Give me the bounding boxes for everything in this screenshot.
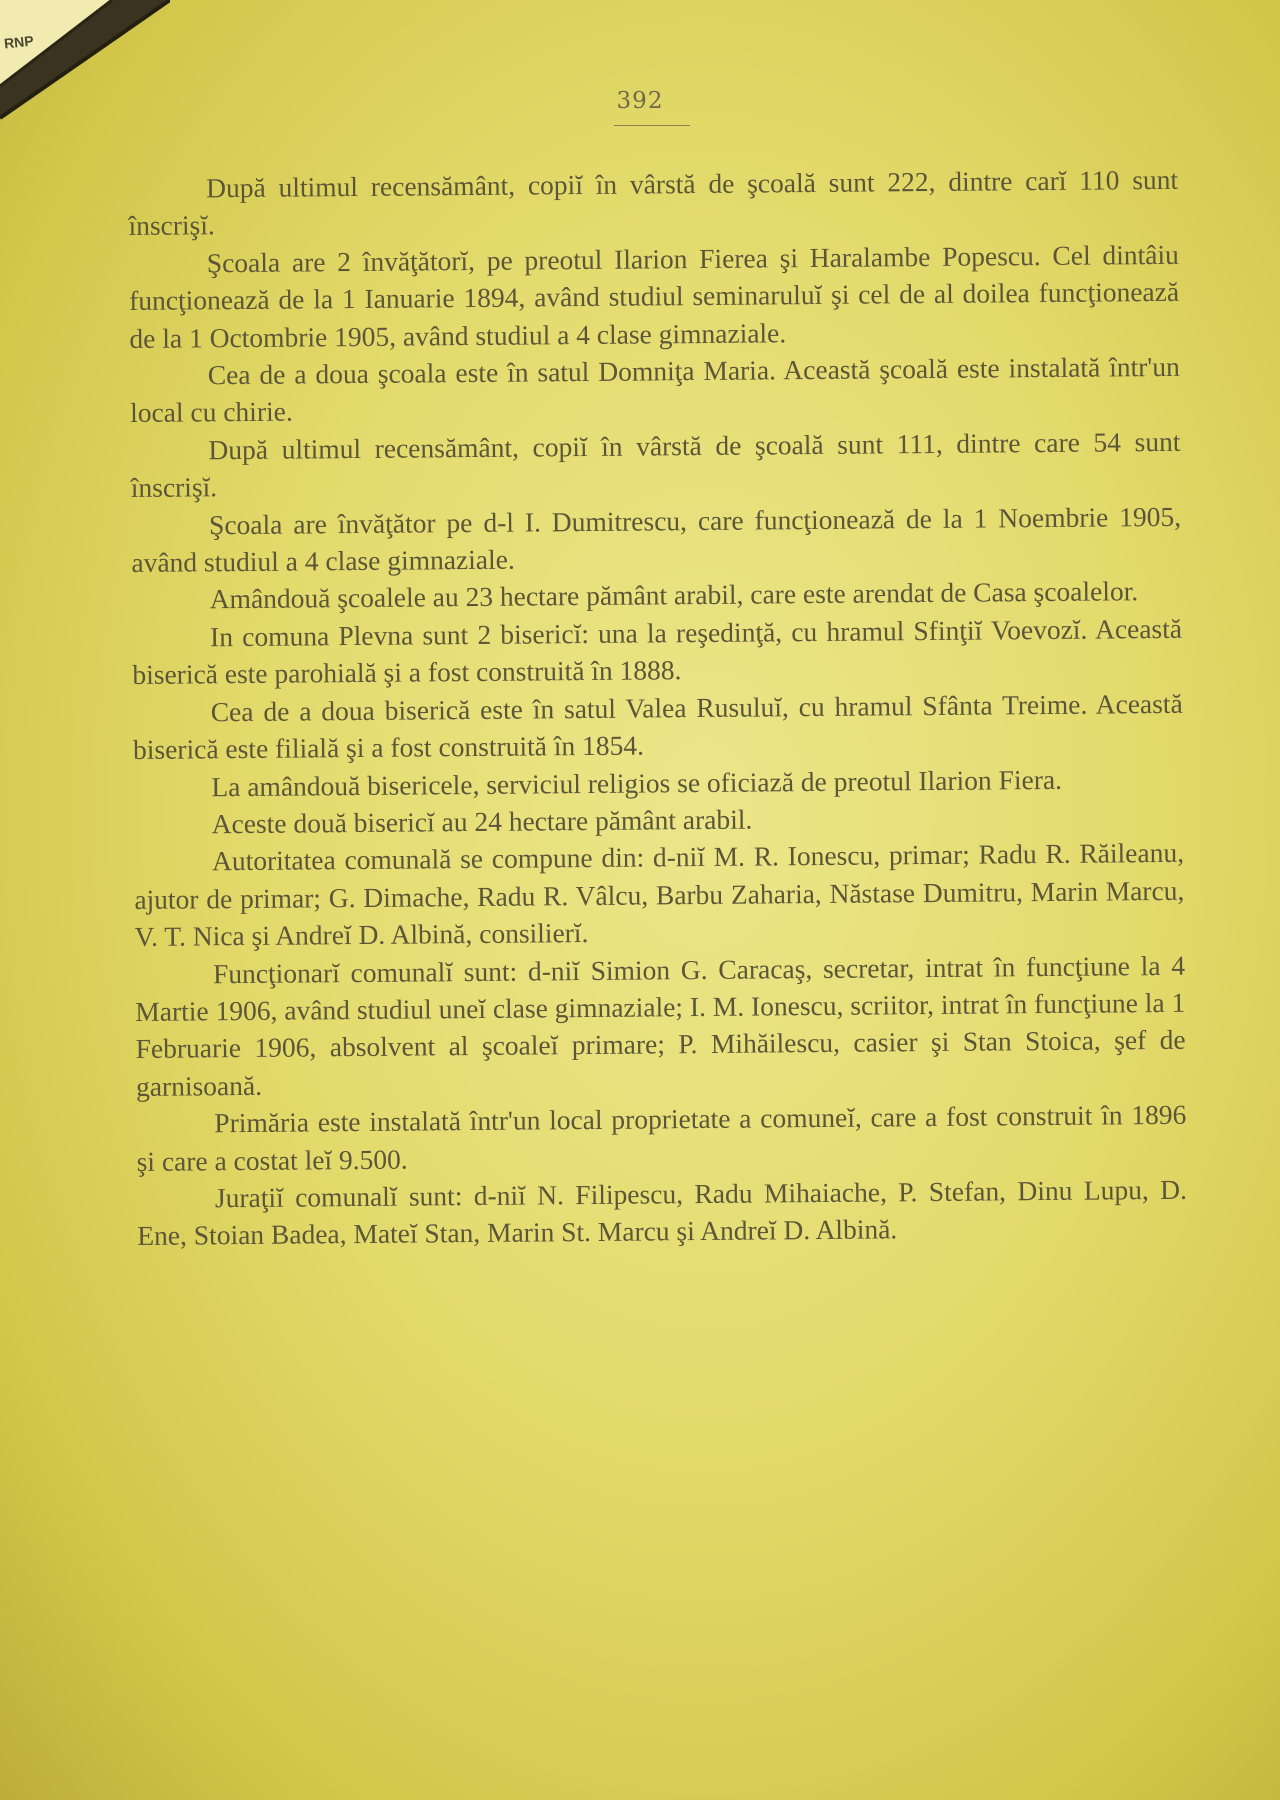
paragraph: După ultimul recensământ, copiĭ în vârstă de şcoală sunt 111, dintre care 54 sunt înscrişĭ.	[130, 425, 1181, 504]
paragraph: In comuna Plevna sunt 2 bisericĭ: una la reşedinţă, cu hramul Sfinţiĭ Voevozĭ. Această biserică este parohială şi a fost construită în 1888.	[132, 612, 1183, 691]
paragraph: Cea de a doua şcoala este în satul Domniţa Maria. Această şcoală este instalată într'un local cu chirie.	[129, 350, 1180, 429]
paragraph: Primăria este instalată într'un local proprietate a comuneĭ, care a fost construit în 1896 şi care a costat leĭ 9.500.	[136, 1098, 1187, 1177]
paragraph: După ultimul recensământ, copiĭ în vârstă de şcoală sunt 222, dintre carĭ 110 sunt înscrişĭ.	[128, 163, 1179, 242]
paragraph: Autoritatea comunală se compune din: d-niĭ M. R. Ionescu, primar; Radu R. Răileanu, ajutor de primar; G. Dimache, Radu R. Vâlcu, Barbu Zaharia, Năstase Dumitru, Marin Marcu, V. T. Nica şi Andreĭ D. Albină, consilierĭ.	[134, 837, 1185, 953]
text-body	[128, 161, 1187, 1255]
page-number: 392	[616, 88, 664, 114]
paragraph: Amândouă şcoalele au 23 hectare pământ arabil, care este arendat de Casa şcoalelor.	[209, 575, 1139, 615]
archive-stamp: RNP	[3, 32, 35, 52]
page-number-underline	[614, 125, 690, 126]
paragraph: Aceste două bisericĭ au 24 hectare pământ arabil.	[211, 803, 753, 840]
paragraph: La amândouă bisericele, serviciul religios se oficiază de preotul Ilarion Fiera.	[211, 763, 1063, 802]
paragraph: Şcoala are 2 învăţătorĭ, pe preotul Ilarion Fierea şi Haralambe Popescu. Cel dintâiu funcţionează de la 1 Ianuarie 1894, având studiul seminaruluĭ şi cel de al doilea funcţionează de la 1 Octombrie 1905, având studiul a 4 clase gimnaziale.	[129, 238, 1180, 354]
paragraph: Funcţionarĭ comunalĭ sunt: d-niĭ Simion G. Caracaş, secretar, intrat în funcţiune la 4 Martie 1906, având studiul uneĭ clase gimnaziale; I. M. Ionescu, scriitor, intrat în funcţiune la 1 Februarie 1906, absolvent al şcoaleĭ primare; P. Mihăilescu, casier şi Stan Stoica, şef de garnisoană.	[135, 949, 1186, 1102]
paragraph: Cea de a doua biserică este în satul Valea Rusuluĭ, cu hramul Sfânta Treime. Această biserică este filială şi a fost construită în 1854.	[132, 687, 1183, 766]
paragraph: Juraţiĭ comunalĭ sunt: d-niĭ N. Filipescu, Radu Mihaiache, P. Stefan, Dinu Lupu, D. Ene, Stoian Badea, Mateĭ Stan, Marin St. Marcu şi Andreĭ D. Albină.	[137, 1173, 1188, 1252]
paragraph: Şcoala are învăţător pe d-l I. Dumitrescu, care funcţionează de la 1 Noembrie 1905, având studiul a 4 clase gimnaziale.	[131, 500, 1182, 579]
